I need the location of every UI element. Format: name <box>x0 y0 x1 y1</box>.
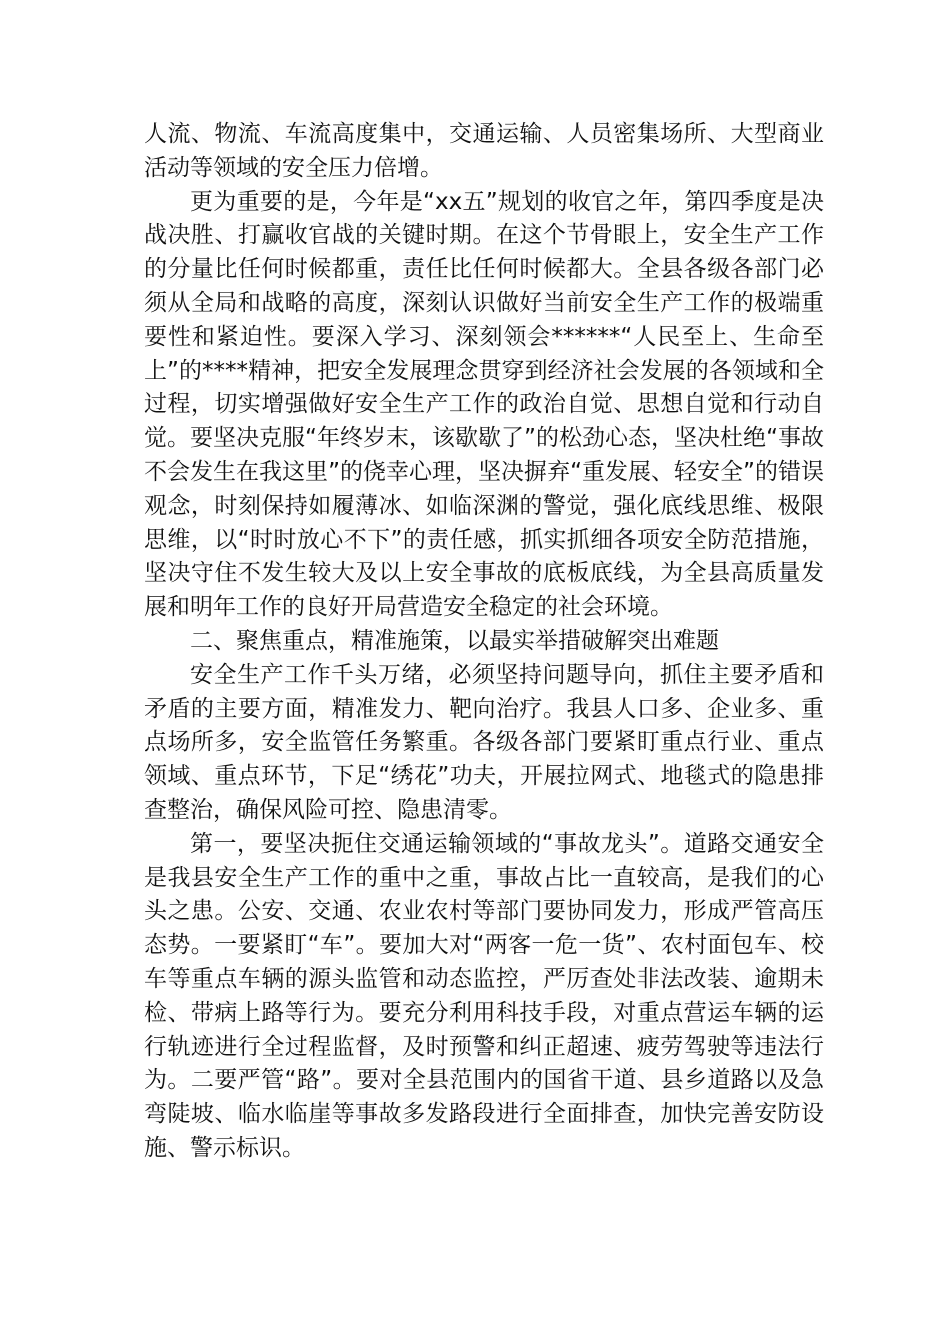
paragraph-3: 安全生产工作千头万绪，必须坚持问题导向，抓住主要矛盾和矛盾的主要方面，精准发力、靶向治疗。我县人口多、企业多、重点场所多，安全监管任务繁重。各级各部门要紧盯重点行业、重点领域、重点环节，下足“绣花”功夫，开展拉网式、地毯式的隐患排查整治，确保风险可控、隐患清零。 <box>144 661 824 823</box>
paragraph-2: 更为重要的是，今年是“xx五”规划的收官之年，第四季度是决战决胜、打赢收官战的关键时期。在这个节骨眼上，安全生产工作的分量比任何时候都重，责任比任何时候都大。全县各级各部门必须从全局和战略的高度，深刻认识做好当前安全生产工作的极端重要性和紧迫性。要深入学习、深刻领会******“人民至上、生命至上”的****精神，把安全发展理念贯穿到经济社会发展的各领域和全过程，切实增强做好安全生产工作的政治自觉、思想自觉和行动自觉。要坚决克服“年终岁末，该歇歇了”的松劲心态，坚决杜绝“事故不会发生在我这里”的侥幸心理，坚决摒弃“重发展、轻安全”的错误观念，时刻保持如履薄冰、如临深渊的警觉，强化底线思维、极限思维，以“时时放心不下”的责任感，抓实抓细各项安全防范措施，坚决守住不发生较大及以上安全事故的底板底线，为全县高质量发展和明年工作的良好开局营造安全稳定的社会环境。 <box>144 188 824 621</box>
section-heading-2: 二、聚焦重点，精准施策，以最实举措破解突出难题 <box>190 627 719 654</box>
paragraph-4: 第一，要坚决扼住交通运输领域的“事故龙头”。道路交通安全是我县安全生产工作的重中之重，事故占比一直较高，是我们的心头之患。公安、交通、农业农村等部门要协同发力，形成严管高压态势。一要紧盯“车”。要加大对“两客一危一货”、农村面包车、校车等重点车辆的源头监管和动态监控，严厉查处非法改装、逾期未检、带病上路等行为。要充分利用科技手段，对重点营运车辆的运行轨迹进行全过程监督，及时预警和纠正超速、疲劳驾驶等违法行为。二要严管“路”。要对全县范围内的国省干道、县乡道路以及急弯陡坡、临水临崖等事故多发路段进行全面排查，加快完善安防设施、警示标识。 <box>144 830 824 1161</box>
paragraph-1: 人流、物流、车流高度集中，交通运输、人员密集场所、大型商业活动等领域的安全压力倍增。 <box>144 121 824 181</box>
document-body <box>144 118 824 1166</box>
